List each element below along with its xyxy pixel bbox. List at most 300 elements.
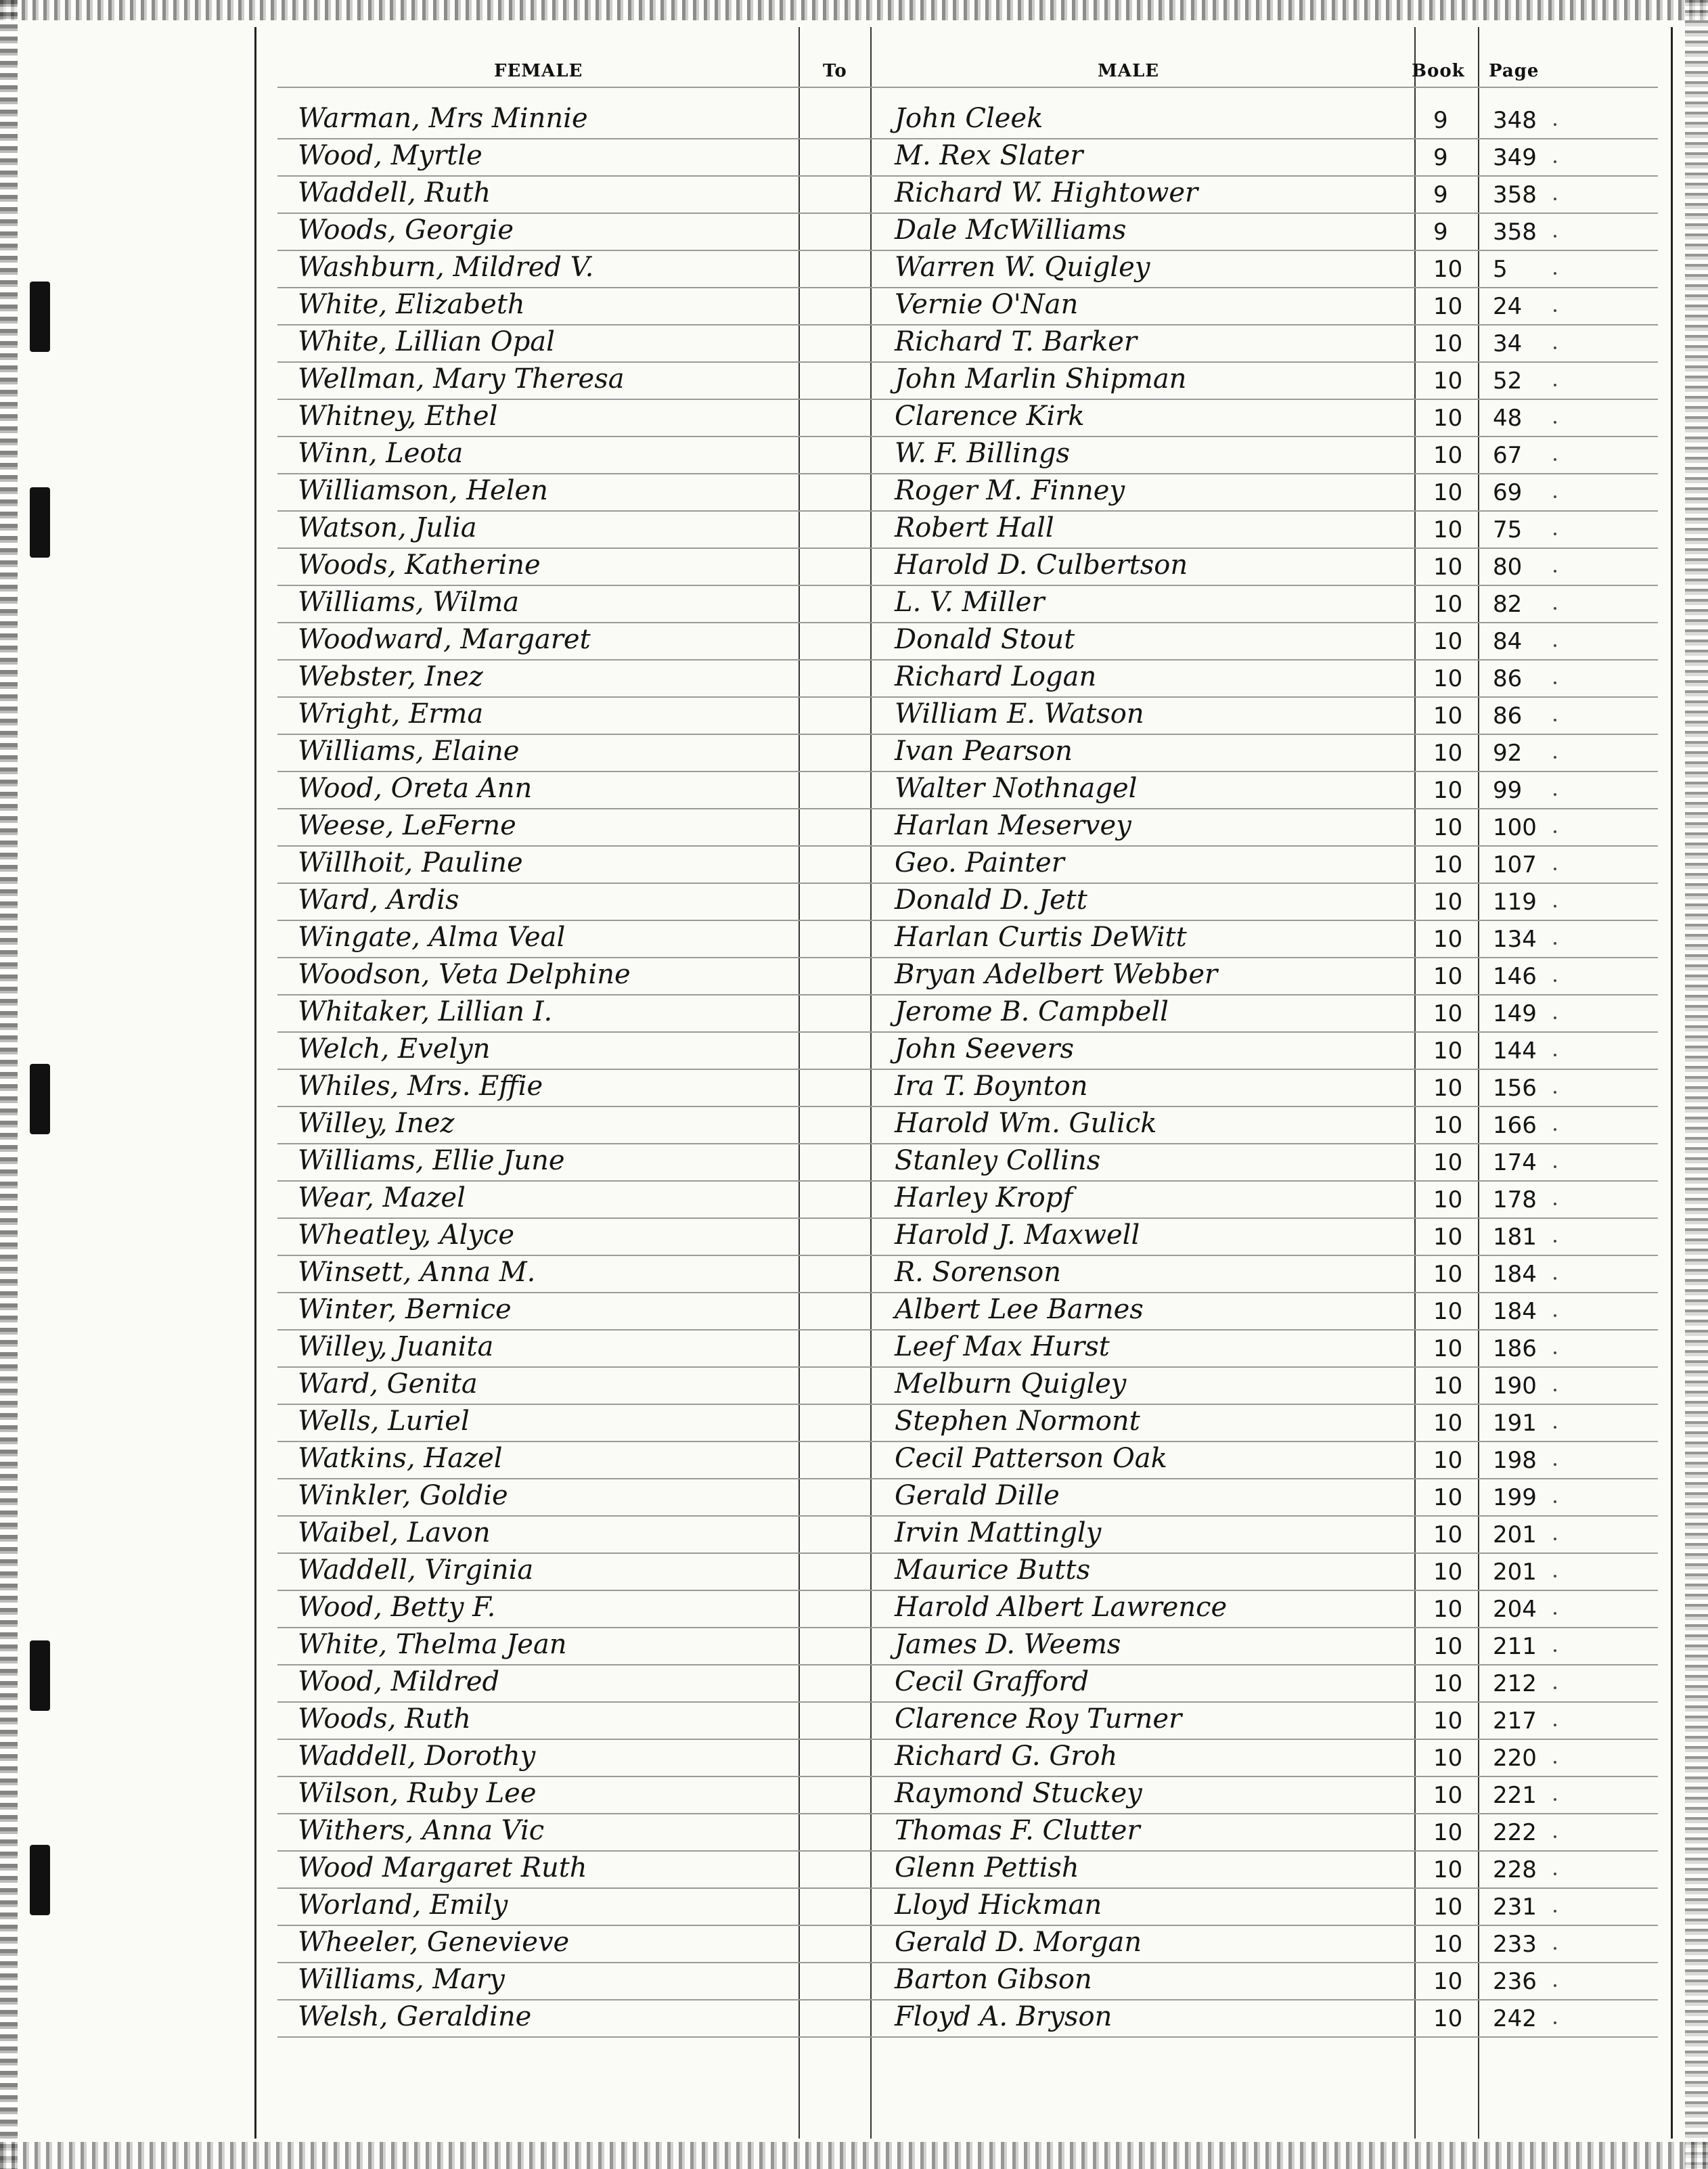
entry-book: 10 <box>1433 256 1463 283</box>
leader-dot <box>1554 160 1556 163</box>
entry-page: 134 <box>1493 926 1537 953</box>
entry-page: 358 <box>1493 181 1537 208</box>
entry-book: 10 <box>1433 1335 1463 1362</box>
leader-dot <box>1554 272 1556 275</box>
row-rule <box>277 2036 1658 2038</box>
entry-female-name: Waddell, Ruth <box>298 177 491 208</box>
leader-dot <box>1554 868 1556 870</box>
ledger-row <box>0 733 1708 771</box>
entry-page: 84 <box>1493 628 1523 655</box>
entry-female-name: Winter, Bernice <box>298 1294 512 1325</box>
entry-book: 10 <box>1433 1261 1463 1288</box>
entry-female-name: Whiles, Mrs. Effie <box>298 1071 543 1102</box>
ledger-row <box>0 137 1708 175</box>
ledger-row <box>0 472 1708 510</box>
entry-page: 242 <box>1493 2005 1537 2032</box>
leader-dot <box>1554 1351 1556 1354</box>
entry-male-name: Donald D. Jett <box>895 885 1087 916</box>
entry-book: 10 <box>1433 777 1463 804</box>
entry-book: 10 <box>1433 1745 1463 1772</box>
leader-dot <box>1554 1947 1556 1950</box>
ledger-row <box>0 658 1708 696</box>
ledger-row <box>0 1180 1708 1217</box>
leader-dot <box>1554 1686 1556 1689</box>
ledger-row <box>0 1589 1708 1627</box>
leader-dot <box>1554 719 1556 721</box>
leader-dot <box>1554 384 1556 386</box>
ledger-row <box>0 1217 1708 1255</box>
leader-dot <box>1554 1500 1556 1503</box>
entry-book: 10 <box>1433 1447 1463 1474</box>
entry-book: 10 <box>1433 1484 1463 1511</box>
leader-dot <box>1554 1091 1556 1094</box>
entry-male-name: Clarence Kirk <box>895 401 1085 432</box>
entry-book: 10 <box>1433 1894 1463 1921</box>
leader-dot <box>1554 1910 1556 1913</box>
leader-dot <box>1554 1240 1556 1243</box>
entry-book: 10 <box>1433 740 1463 767</box>
entry-male-name: Leef Max Hurst <box>895 1331 1110 1362</box>
entry-page: 199 <box>1493 1484 1537 1511</box>
entry-female-name: Williams, Wilma <box>298 587 520 618</box>
entry-female-name: Wilson, Ruby Lee <box>298 1778 537 1809</box>
entry-female-name: Wood Margaret Ruth <box>298 1852 587 1883</box>
ledger-row <box>0 1068 1708 1106</box>
entry-male-name: Jerome B. Campbell <box>895 996 1169 1027</box>
ledger-row <box>0 1552 1708 1590</box>
leader-dot <box>1554 1463 1556 1466</box>
ledger-row <box>0 1924 1708 1962</box>
leader-dot <box>1554 1426 1556 1429</box>
entry-book: 10 <box>1433 1596 1463 1623</box>
entry-book: 10 <box>1433 1968 1463 1995</box>
entry-book: 10 <box>1433 1112 1463 1139</box>
entry-male-name: Albert Lee Barnes <box>895 1294 1144 1325</box>
entry-page: 201 <box>1493 1521 1537 1548</box>
entry-male-name: Richard W. Hightower <box>895 177 1198 208</box>
entry-book: 10 <box>1433 479 1463 506</box>
entry-male-name: Ivan Pearson <box>895 736 1073 767</box>
header-rule <box>277 87 1658 88</box>
entry-female-name: White, Elizabeth <box>298 289 525 320</box>
entry-page: 99 <box>1493 777 1523 804</box>
entry-page: 5 <box>1493 256 1508 283</box>
entry-book: 10 <box>1433 1075 1463 1102</box>
entry-book: 10 <box>1433 554 1463 581</box>
entry-page: 349 <box>1493 144 1537 171</box>
entry-female-name: Webster, Inez <box>298 661 483 692</box>
entry-female-name: Whitaker, Lillian I. <box>298 996 553 1027</box>
scan-edge-bottom <box>0 2142 1708 2169</box>
entry-book: 10 <box>1433 1782 1463 1809</box>
entry-book: 10 <box>1433 1633 1463 1660</box>
entry-book: 10 <box>1433 1000 1463 1027</box>
leader-dot <box>1554 905 1556 908</box>
ledger-row <box>0 1142 1708 1180</box>
entry-page: 184 <box>1493 1261 1537 1288</box>
entry-book: 10 <box>1433 889 1463 916</box>
entry-female-name: Willey, Juanita <box>298 1331 494 1362</box>
entry-female-name: White, Thelma Jean <box>298 1629 567 1660</box>
entry-book: 10 <box>1433 293 1463 320</box>
entry-female-name: Woodward, Margaret <box>298 624 591 655</box>
entry-page: 184 <box>1493 1298 1537 1325</box>
entry-book: 10 <box>1433 628 1463 655</box>
entry-male-name: Harold Albert Lawrence <box>895 1592 1228 1623</box>
entry-male-name: Richard T. Barker <box>895 326 1137 357</box>
entry-female-name: Washburn, Mildred V. <box>298 252 594 283</box>
leader-dot <box>1554 756 1556 759</box>
entry-page: 86 <box>1493 702 1523 730</box>
entry-male-name: Harlan Curtis DeWitt <box>895 922 1187 953</box>
leader-dot <box>1554 942 1556 945</box>
entry-book: 10 <box>1433 1670 1463 1697</box>
entry-female-name: Ward, Genita <box>298 1368 478 1400</box>
entry-male-name: Harlan Meservey <box>895 810 1131 841</box>
entry-book: 10 <box>1433 1931 1463 1958</box>
ledger-row <box>0 175 1708 213</box>
entry-page: 204 <box>1493 1596 1537 1623</box>
entry-female-name: Whitney, Ethel <box>298 401 498 432</box>
entry-book: 10 <box>1433 1298 1463 1325</box>
ledger-row <box>0 361 1708 399</box>
ledger-row <box>0 1366 1708 1404</box>
entry-male-name: Warren W. Quigley <box>895 252 1150 283</box>
entry-book: 10 <box>1433 330 1463 357</box>
leader-dot <box>1554 1054 1556 1056</box>
entry-page: 222 <box>1493 1819 1537 1846</box>
entry-page: 181 <box>1493 1224 1537 1251</box>
entry-male-name: Glenn Pettish <box>895 1852 1079 1883</box>
entry-male-name: Harold Wm. Gulick <box>895 1108 1157 1139</box>
entry-page: 236 <box>1493 1968 1537 1995</box>
entry-page: 82 <box>1493 591 1523 618</box>
entry-male-name: Melburn Quigley <box>895 1368 1127 1400</box>
leader-dot <box>1554 1984 1556 1987</box>
leader-dot <box>1554 570 1556 573</box>
leader-dot <box>1554 495 1556 498</box>
entry-page: 144 <box>1493 1037 1537 1065</box>
entry-book: 10 <box>1433 516 1463 543</box>
entry-page: 156 <box>1493 1075 1537 1102</box>
entry-book: 9 <box>1433 107 1448 134</box>
leader-dot <box>1554 1575 1556 1578</box>
entry-male-name: Dale McWilliams <box>895 215 1127 246</box>
entry-page: 52 <box>1493 367 1523 395</box>
entry-male-name: Maurice Butts <box>895 1555 1091 1586</box>
entry-book: 9 <box>1433 181 1448 208</box>
leader-dot <box>1554 2021 1556 2024</box>
entry-male-name: Gerald D. Morgan <box>895 1927 1142 1958</box>
entry-female-name: Wellman, Mary Theresa <box>298 363 625 395</box>
entry-male-name: Vernie O'Nan <box>895 289 1079 320</box>
entry-page: 217 <box>1493 1707 1537 1735</box>
entry-female-name: Wells, Luriel <box>298 1406 470 1437</box>
leader-dot <box>1554 1128 1556 1131</box>
ledger-row <box>0 398 1708 436</box>
entry-male-name: Donald Stout <box>895 624 1075 655</box>
ledger-row <box>0 1328 1708 1366</box>
entry-book: 10 <box>1433 1819 1463 1846</box>
entry-book: 10 <box>1433 2005 1463 2032</box>
entry-female-name: Williams, Mary <box>298 1964 505 1995</box>
entry-book: 10 <box>1433 1559 1463 1586</box>
entry-female-name: Woodson, Veta Delphine <box>298 959 631 990</box>
entry-male-name: Gerald Dille <box>895 1480 1060 1511</box>
leader-dot <box>1554 1724 1556 1726</box>
entry-page: 80 <box>1493 554 1523 581</box>
entry-male-name: Richard G. Groh <box>895 1741 1118 1772</box>
entry-book: 9 <box>1433 219 1448 246</box>
entry-female-name: Wood, Oreta Ann <box>298 773 533 804</box>
entry-male-name: Clarence Roy Turner <box>895 1703 1182 1735</box>
entry-female-name: White, Lillian Opal <box>298 326 555 357</box>
entry-female-name: Willhoit, Pauline <box>298 847 523 878</box>
leader-dot <box>1554 533 1556 535</box>
entry-page: 221 <box>1493 1782 1537 1809</box>
entry-female-name: Woods, Katherine <box>298 550 541 581</box>
entry-male-name: L. V. Miller <box>895 587 1045 618</box>
header-book: Book <box>1412 61 1465 81</box>
entry-male-name: Floyd A. Bryson <box>895 2001 1113 2032</box>
scan-edge-top <box>0 0 1708 20</box>
entry-page: 166 <box>1493 1112 1537 1139</box>
entry-female-name: Wood, Betty F. <box>298 1592 496 1623</box>
entry-book: 10 <box>1433 1521 1463 1548</box>
entry-page: 174 <box>1493 1149 1537 1176</box>
entry-book: 10 <box>1433 702 1463 730</box>
entry-page: 86 <box>1493 665 1523 692</box>
entry-page: 220 <box>1493 1745 1537 1772</box>
ledger-row <box>0 1701 1708 1739</box>
entry-female-name: Withers, Anna Vic <box>298 1815 545 1846</box>
entry-page: 100 <box>1493 814 1537 841</box>
ledger-row <box>0 1403 1708 1441</box>
entry-female-name: Woods, Ruth <box>298 1703 471 1735</box>
ledger-row <box>0 621 1708 659</box>
entry-female-name: Wood, Myrtle <box>298 140 482 171</box>
entry-book: 10 <box>1433 1410 1463 1437</box>
entry-male-name: Cecil Patterson Oak <box>895 1443 1167 1474</box>
ledger-row <box>0 1440 1708 1478</box>
entry-page: 48 <box>1493 405 1523 432</box>
ledger-row <box>0 1254 1708 1292</box>
entry-female-name: Worland, Emily <box>298 1890 508 1921</box>
entry-page: 348 <box>1493 107 1537 134</box>
entry-male-name: John Marlin Shipman <box>895 363 1187 395</box>
leader-dot <box>1554 1314 1556 1317</box>
entry-page: 119 <box>1493 889 1537 916</box>
entry-book: 10 <box>1433 1149 1463 1176</box>
entry-female-name: Winkler, Goldie <box>298 1480 508 1511</box>
entry-book: 10 <box>1433 1856 1463 1883</box>
ledger-row <box>0 286 1708 324</box>
ledger-row <box>0 1812 1708 1850</box>
entry-book: 10 <box>1433 851 1463 878</box>
entry-book: 10 <box>1433 442 1463 469</box>
entry-male-name: James D. Weems <box>895 1629 1121 1660</box>
entry-page: 67 <box>1493 442 1523 469</box>
header-female: FEMALE <box>494 61 583 81</box>
leader-dot <box>1554 644 1556 647</box>
leader-dot <box>1554 458 1556 461</box>
leader-dot <box>1554 1835 1556 1838</box>
ledger-row <box>0 993 1708 1031</box>
entry-female-name: Welch, Evelyn <box>298 1033 491 1065</box>
leader-dot <box>1554 793 1556 796</box>
ledger-row <box>0 547 1708 585</box>
entry-book: 10 <box>1433 591 1463 618</box>
leader-dot <box>1554 1165 1556 1168</box>
ledger-row <box>0 1291 1708 1329</box>
entry-page: 190 <box>1493 1372 1537 1400</box>
ledger-row <box>0 510 1708 547</box>
ledger-row <box>0 212 1708 250</box>
leader-dot <box>1554 235 1556 238</box>
entry-male-name: Harold J. Maxwell <box>895 1220 1140 1251</box>
leader-dot <box>1554 421 1556 424</box>
header-male: MALE <box>1098 61 1160 81</box>
entry-page: 178 <box>1493 1186 1537 1213</box>
ledger-row <box>0 1515 1708 1552</box>
ledger-row <box>0 696 1708 734</box>
entry-page: 191 <box>1493 1410 1537 1437</box>
ledger-row <box>0 1850 1708 1887</box>
leader-dot <box>1554 1798 1556 1801</box>
entry-female-name: Waibel, Lavon <box>298 1517 491 1548</box>
entry-female-name: Wood, Mildred <box>298 1666 500 1697</box>
ledger-row <box>0 1663 1708 1701</box>
entry-page: 24 <box>1493 293 1523 320</box>
ledger-row <box>0 1738 1708 1776</box>
leader-dot <box>1554 979 1556 982</box>
ledger-row <box>0 435 1708 473</box>
ledger-row <box>0 1887 1708 1925</box>
ledger-row <box>0 584 1708 622</box>
entry-female-name: Watkins, Hazel <box>298 1443 503 1474</box>
entry-page: 149 <box>1493 1000 1537 1027</box>
entry-book: 10 <box>1433 1224 1463 1251</box>
entry-female-name: Wheeler, Genevieve <box>298 1927 570 1958</box>
entry-male-name: W. F. Billings <box>895 438 1070 469</box>
entry-book: 10 <box>1433 963 1463 990</box>
entry-page: 228 <box>1493 1856 1537 1883</box>
leader-dot <box>1554 1203 1556 1205</box>
entry-female-name: Winsett, Anna M. <box>298 1257 536 1288</box>
entry-page: 358 <box>1493 219 1537 246</box>
entry-book: 9 <box>1433 144 1448 171</box>
entry-page: 231 <box>1493 1894 1537 1921</box>
entry-female-name: Wear, Mazel <box>298 1182 466 1213</box>
entry-female-name: Williamson, Helen <box>298 475 548 506</box>
entry-male-name: Barton Gibson <box>895 1964 1092 1995</box>
entry-page: 186 <box>1493 1335 1537 1362</box>
leader-dot <box>1554 1016 1556 1019</box>
ledger-row <box>0 1998 1708 2036</box>
leader-dot <box>1554 607 1556 610</box>
entry-male-name: Lloyd Hickman <box>895 1890 1102 1921</box>
ledger-row <box>0 1105 1708 1143</box>
entry-male-name: Cecil Grafford <box>895 1666 1089 1697</box>
entry-page: 233 <box>1493 1931 1537 1958</box>
entry-male-name: R. Sorenson <box>895 1257 1061 1288</box>
leader-dot <box>1554 309 1556 312</box>
entry-page: 92 <box>1493 740 1523 767</box>
leader-dot <box>1554 1873 1556 1875</box>
entry-book: 10 <box>1433 367 1463 395</box>
entry-female-name: Weese, LeFerne <box>298 810 516 841</box>
entry-page: 75 <box>1493 516 1523 543</box>
entry-male-name: Raymond Stuckey <box>895 1778 1142 1809</box>
entry-book: 10 <box>1433 1707 1463 1735</box>
entry-book: 10 <box>1433 665 1463 692</box>
entry-male-name: Ira T. Boynton <box>895 1071 1088 1102</box>
ledger-row <box>0 1775 1708 1813</box>
ledger-row <box>0 770 1708 808</box>
entry-male-name: Geo. Painter <box>895 847 1064 878</box>
entry-male-name: M. Rex Slater <box>895 140 1083 171</box>
entry-male-name: Roger M. Finney <box>895 475 1125 506</box>
entry-page: 212 <box>1493 1670 1537 1697</box>
ledger-row <box>0 845 1708 882</box>
entry-female-name: Woods, Georgie <box>298 215 514 246</box>
leader-dot <box>1554 346 1556 349</box>
ledger-row <box>0 249 1708 287</box>
entry-book: 10 <box>1433 405 1463 432</box>
leader-dot <box>1554 198 1556 200</box>
entry-book: 10 <box>1433 1372 1463 1400</box>
leader-dot <box>1554 1389 1556 1391</box>
entry-page: 146 <box>1493 963 1537 990</box>
entry-female-name: Warman, Mrs Minnie <box>298 103 588 134</box>
entry-female-name: Wingate, Alma Veal <box>298 922 566 953</box>
entry-page: 69 <box>1493 479 1523 506</box>
entry-male-name: Stephen Normont <box>895 1406 1140 1437</box>
ledger-row <box>0 100 1708 138</box>
entry-book: 10 <box>1433 1037 1463 1065</box>
entry-male-name: John Seevers <box>895 1033 1075 1065</box>
entry-male-name: Harley Kropf <box>895 1182 1073 1213</box>
entry-female-name: Williams, Ellie June <box>298 1145 565 1176</box>
entry-book: 10 <box>1433 1186 1463 1213</box>
ledger-row <box>0 1031 1708 1069</box>
leader-dot <box>1554 1761 1556 1764</box>
entry-female-name: Willey, Inez <box>298 1108 455 1139</box>
ledger-row <box>0 1626 1708 1664</box>
entry-male-name: Thomas F. Clutter <box>895 1815 1140 1846</box>
entry-female-name: Winn, Leota <box>298 438 464 469</box>
entry-page: 211 <box>1493 1633 1537 1660</box>
entry-male-name: Walter Nothnagel <box>895 773 1138 804</box>
entry-page: 107 <box>1493 851 1537 878</box>
entry-male-name: Robert Hall <box>895 512 1054 543</box>
entry-male-name: Stanley Collins <box>895 1145 1101 1176</box>
header-page: Page <box>1489 61 1540 81</box>
entry-female-name: Wheatley, Alyce <box>298 1220 514 1251</box>
entry-male-name: William E. Watson <box>895 698 1144 730</box>
entry-female-name: Welsh, Geraldine <box>298 2001 532 2032</box>
entry-book: 10 <box>1433 814 1463 841</box>
entry-female-name: Waddell, Dorothy <box>298 1741 536 1772</box>
ledger-row <box>0 956 1708 994</box>
leader-dot <box>1554 1649 1556 1652</box>
entry-page: 201 <box>1493 1559 1537 1586</box>
entry-female-name: Wright, Erma <box>298 698 484 730</box>
entry-page: 34 <box>1493 330 1523 357</box>
ledger-row <box>0 807 1708 845</box>
ledger-row <box>0 882 1708 920</box>
leader-dot <box>1554 1277 1556 1280</box>
